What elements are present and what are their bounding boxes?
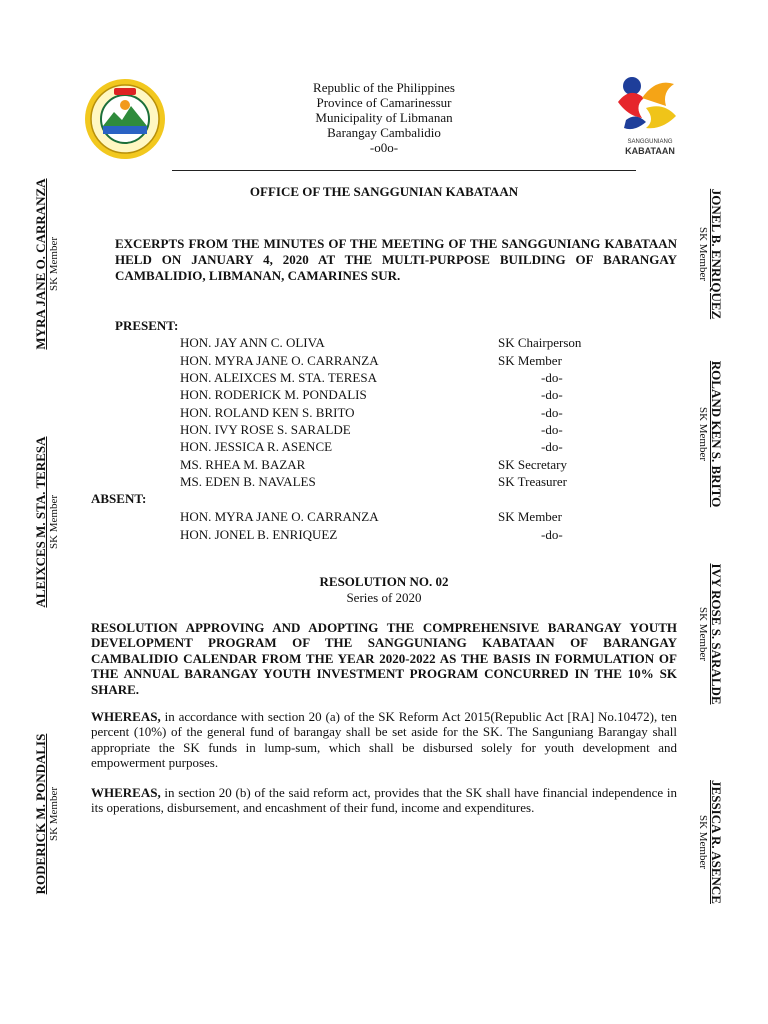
signature-name: JESSICA R. ASENCE: [709, 780, 724, 904]
signature-name: IVY ROSE S. SARALDE: [709, 563, 724, 705]
absentee-name: HON. JONEL B. ENRIQUEZ: [180, 527, 338, 542]
attendee-name: HON. JESSICA R. ASENCE: [180, 439, 333, 454]
signature-name: RODERICK M. PONDALIS: [33, 733, 48, 895]
absent-label: ABSENT:: [91, 491, 147, 506]
attendee-name: MS. RHEA M. BAZAR: [180, 457, 306, 472]
attendee-row: [180, 473, 630, 490]
attendee-row: [180, 438, 630, 455]
whereas-lead: WHEREAS,: [91, 785, 161, 800]
signature-role: SK Member: [697, 406, 709, 462]
whereas-paragraph: [91, 785, 677, 816]
attendee-role: -do-: [541, 422, 563, 437]
attendee-name: HON. IVY ROSE S. SARALDE: [180, 422, 351, 437]
signature-role: SK Member: [48, 236, 60, 292]
left-signature: [33, 664, 61, 964]
resolution-title: RESOLUTION APPROVING AND ADOPTING THE COMPREHENSIVE BARANGAY YOUTH DEVELOPMENT PROGRAM OF THE SANGGUNIANG KABATAAN OF BARANGAY CAMBALIDIO CALENDAR FROM THE YEAR 2020-2022 AS THE BASIS IN FORMULATION OF THE ANNUAL BARANGAY YOUTH INVESTMENT PROGRAM CONCURRED IN THE 10% SK SHARE.: [91, 620, 677, 697]
whereas-text: in accordance with section 20 (a) of the SK Reform Act 2015(Republic Act [RA] No.10472), ten percent (10%) of the general fund of barangay shall be set aside for the SK. The Sanguniang Barangay shall appropriate the SK funds in lump-sum, which shall be disbursed solely for youth development and empowerment purposes.: [91, 709, 677, 771]
attendee-row: [180, 334, 630, 351]
left-signature: [33, 372, 61, 672]
right-signature: [696, 692, 724, 992]
attendee-row: [180, 404, 630, 421]
signature-name: JONEL B. ENRIQUEZ: [709, 188, 724, 320]
signature-role: SK Member: [48, 494, 60, 550]
attendee-row: [180, 386, 630, 403]
header-line: -o0o-: [369, 140, 399, 155]
attendee-name: MS. EDEN B. NAVALES: [180, 474, 316, 489]
attendee-name: HON. JAY ANN C. OLIVA: [180, 335, 325, 350]
excerpt-heading: EXCERPTS FROM THE MINUTES OF THE MEETING OF THE SANGGUNIANG KABATAAN HELD ON JANUARY 4, 2020 AT THE MULTI-PURPOSE BUILDING OF BARANGAY CAMBALIDIO, LIBMANAN, CAMARINES SUR.: [115, 236, 677, 283]
attendee-name: HON. MYRA JANE O. CARRANZA: [180, 353, 379, 368]
signature-role: SK Member: [697, 606, 709, 662]
absentee-row: [180, 508, 630, 525]
signature-role: SK Member: [697, 226, 709, 282]
attendee-row: [180, 369, 630, 386]
whereas-lead: WHEREAS,: [91, 709, 161, 724]
resolution-number: RESOLUTION NO. 02: [319, 574, 449, 589]
attendee-role: SK Member: [498, 353, 562, 368]
attendee-row: [180, 456, 630, 473]
signature-name: ALEIXCES M. STA. TERESA: [33, 436, 48, 608]
header-line: Municipality of Libmanan: [315, 110, 453, 125]
whereas-paragraph: [91, 709, 677, 771]
whereas-text: in section 20 (b) of the said reform act, provides that the SK shall have financial independence in its operations, disbursement, and encashment of their fund, income and expenditures.: [91, 785, 677, 816]
header-line: Province of Camarinessur: [316, 95, 452, 110]
signature-name: ROLAND KEN S. BRITO: [709, 360, 724, 508]
present-label: PRESENT:: [115, 318, 179, 333]
attendee-row: [180, 352, 630, 369]
resolution-series: Series of 2020: [346, 590, 422, 605]
signature-name: MYRA JANE O. CARRANZA: [33, 178, 48, 350]
absentee-row: [180, 526, 630, 543]
absentee-role: SK Member: [498, 509, 562, 524]
attendee-name: HON. RODERICK M. PONDALIS: [180, 387, 367, 402]
signature-role: SK Member: [697, 814, 709, 870]
attendee-role: SK Chairperson: [498, 335, 582, 350]
office-title: OFFICE OF THE SANGGUNIAN KABATAAN: [249, 184, 519, 199]
attendee-role: SK Treasurer: [498, 474, 567, 489]
attendee-role: SK Secretary: [498, 457, 567, 472]
attendee-role: -do-: [541, 439, 563, 454]
left-signature: [33, 114, 61, 414]
attendee-row: [180, 421, 630, 438]
signature-role: SK Member: [48, 786, 60, 842]
document-header: [0, 80, 768, 155]
attendee-role: -do-: [541, 387, 563, 402]
attendee-name: HON. ROLAND KEN S. BRITO: [180, 405, 355, 420]
absentee-role: -do-: [541, 527, 563, 542]
header-divider: [172, 170, 636, 171]
header-line: Barangay Cambalidio: [327, 125, 441, 140]
attendee-role: -do-: [541, 370, 563, 385]
header-line: Republic of the Philippines: [313, 80, 455, 95]
attendee-name: HON. ALEIXCES M. STA. TERESA: [180, 370, 377, 385]
sk-logo-text-1: SANGGUNIANG: [627, 139, 673, 145]
absentee-name: HON. MYRA JANE O. CARRANZA: [180, 509, 379, 524]
attendee-role: -do-: [541, 405, 563, 420]
sk-logo-text-2: KABATAAN: [625, 146, 675, 156]
